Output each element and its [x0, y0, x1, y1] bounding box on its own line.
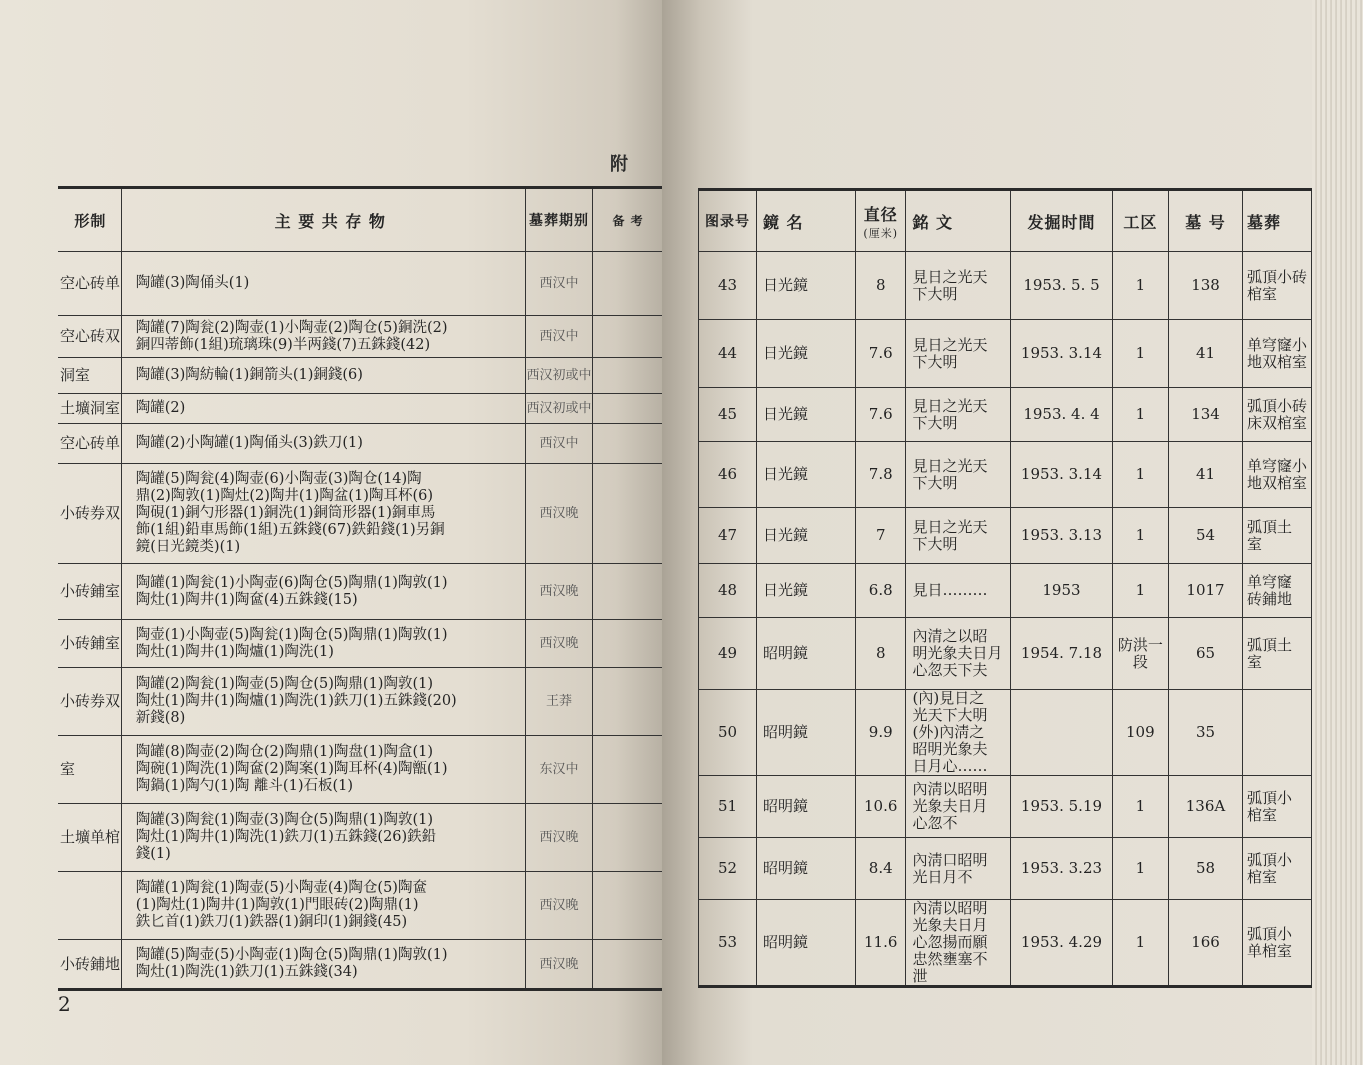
tomb-period: 西汉晚 — [525, 464, 592, 564]
figure-number: 52 — [699, 838, 757, 900]
inscription — [906, 690, 1011, 776]
coexisting-items — [121, 804, 525, 872]
excavation-date: 1953. 3.13 — [1011, 508, 1112, 564]
inscription-line: 見日之光天 — [912, 335, 988, 354]
tomb-type — [1243, 690, 1312, 776]
note — [593, 940, 662, 990]
items-line: 陶灶(1)陶井(1)陶洗(1)鉄刀(1)五銖錢(26)鉄鉛 — [135, 829, 437, 845]
tomb-number: 1017 — [1168, 564, 1242, 618]
table-header-row — [58, 188, 662, 252]
note — [593, 358, 662, 394]
type-line: 棺室 — [1247, 805, 1278, 824]
mirror-name: 昭明鏡 — [756, 838, 855, 900]
table-row — [58, 564, 662, 620]
note — [593, 668, 662, 736]
header-tomb: 墓 号 — [1168, 190, 1242, 252]
coexisting-items — [121, 394, 525, 424]
inscription — [906, 442, 1011, 508]
type-line: 棺室 — [1247, 867, 1278, 886]
page-edge — [1312, 0, 1363, 1065]
tomb-type — [1243, 442, 1312, 508]
items-line: 鼎(2)陶敦(1)陶灶(2)陶井(1)陶盆(1)陶耳杯(6) — [135, 488, 433, 504]
inscription — [906, 838, 1011, 900]
left-page — [0, 0, 662, 1065]
inscription-line: 昭明光象夫 — [912, 740, 988, 758]
type-line: 单穹窿 — [1247, 572, 1293, 591]
items-line: 陶灶(1)陶井(1)陶奩(4)五銖錢(15) — [135, 591, 358, 608]
tomb-type — [1243, 564, 1312, 618]
mirror-name: 昭明鏡 — [756, 690, 855, 776]
table-row — [58, 804, 662, 872]
table-row — [58, 872, 662, 940]
note — [593, 424, 662, 464]
diameter: 7.6 — [855, 388, 906, 442]
tomb-period: 西汉中 — [525, 252, 592, 316]
excavation-date: 1953. 5. 5 — [1011, 252, 1112, 320]
type-line: 地双棺室 — [1247, 352, 1308, 371]
inscription — [906, 900, 1011, 987]
tomb-type — [1243, 900, 1312, 987]
tomb-form: 洞室 — [58, 358, 121, 394]
diameter: 7.8 — [855, 442, 906, 508]
items-line: 陶灶(1)陶井(1)陶爐(1)陶洗(1) — [135, 643, 334, 660]
inscription-line: 內淸以昭明 — [912, 899, 988, 917]
tomb-period: 西汉晚 — [525, 872, 592, 940]
inscription-line: 泄 — [912, 967, 928, 985]
tomb-type — [1243, 320, 1312, 388]
table-row — [58, 940, 662, 990]
inscription-line: 光象夫日月 — [912, 916, 988, 934]
excavation-date: 1953 — [1011, 564, 1112, 618]
work-area: 1 — [1112, 442, 1168, 508]
inscription-line: 見日之光天 — [912, 517, 988, 536]
items-line: 新錢(8) — [135, 710, 186, 726]
table-row — [699, 618, 1312, 690]
items-line: 鉄匕首(1)鉄刀(1)鉄器(1)銅印(1)銅錢(45) — [135, 914, 408, 930]
figure-number: 48 — [699, 564, 757, 618]
items-line: 陶灶(1)陶井(1)陶爐(1)陶洗(1)鉄刀(1)五銖錢(20) — [135, 693, 457, 709]
header-items: 主 要 共 存 物 — [121, 188, 525, 252]
diameter: 8.4 — [855, 838, 906, 900]
tomb-form: 小砖券双 — [58, 668, 121, 736]
tomb-form: 小砖券双 — [58, 464, 121, 564]
header-date: 发掘时間 — [1011, 190, 1112, 252]
inscription-line: 光象夫日月 — [912, 797, 988, 815]
tomb-form: 土壙单棺 — [58, 804, 121, 872]
note — [593, 252, 662, 316]
note — [593, 394, 662, 424]
type-line: 单穹窿小 — [1247, 335, 1308, 354]
table-row — [699, 900, 1312, 987]
header-note: 备 考 — [593, 188, 662, 252]
inscription-line: 內清之以昭 — [912, 627, 988, 645]
type-line: 棺室 — [1247, 284, 1278, 303]
inscription-line: 見日……… — [912, 581, 988, 599]
work-area: 1 — [1112, 388, 1168, 442]
inscription-line: 下大明 — [912, 413, 958, 432]
figure-number: 50 — [699, 690, 757, 776]
type-line: 弧頂土 — [1247, 517, 1293, 536]
inscription-line: (外)內淸之 — [912, 723, 985, 741]
inscription-line: 下大明 — [912, 473, 958, 492]
diameter: 7.6 — [855, 320, 906, 388]
table-row — [699, 776, 1312, 838]
tomb-type — [1243, 838, 1312, 900]
header-inscription: 銘 文 — [906, 190, 1011, 252]
type-line: 弧頂小砖 — [1247, 396, 1308, 415]
note — [593, 804, 662, 872]
tomb-type — [1243, 618, 1312, 690]
inscription — [906, 776, 1011, 838]
tomb-period: 西汉初或中 — [525, 358, 592, 394]
work-area: 109 — [1112, 690, 1168, 776]
figure-number: 53 — [699, 900, 757, 987]
work-area: 1 — [1112, 838, 1168, 900]
type-line: 弧頂小 — [1247, 850, 1293, 869]
inscription — [906, 508, 1011, 564]
tomb-number: 138 — [1168, 252, 1242, 320]
items-line: 陶罐(2)小陶罐(1)陶俑头(3)鉄刀(1) — [135, 435, 363, 451]
note — [593, 872, 662, 940]
type-line: 单棺室 — [1247, 941, 1293, 960]
inscription-line: 心忽不 — [912, 814, 958, 832]
work-area: 1 — [1112, 776, 1168, 838]
note — [593, 620, 662, 668]
mirror-catalog-table — [698, 188, 1312, 988]
work-area: 防洪一段 — [1112, 618, 1168, 690]
items-line: 錢(1) — [135, 846, 171, 862]
coexisting-items — [121, 564, 525, 620]
tomb-number: 134 — [1168, 388, 1242, 442]
type-line: 地双棺室 — [1247, 473, 1308, 492]
tomb-type — [1243, 776, 1312, 838]
tomb-number: 35 — [1168, 690, 1242, 776]
tomb-type — [1243, 508, 1312, 564]
diameter: 8 — [855, 252, 906, 320]
items-line: 陶罐(1)陶瓮(1)小陶壶(6)陶仓(5)陶鼎(1)陶敦(1) — [135, 574, 448, 591]
inscription-line: 忠然壅塞不 — [912, 950, 988, 968]
figure-number: 46 — [699, 442, 757, 508]
coexisting-items — [121, 872, 525, 940]
tomb-period: 西汉晚 — [525, 564, 592, 620]
table-row — [58, 620, 662, 668]
coexisting-items — [121, 464, 525, 564]
items-line: 陶罐(3)陶紡輪(1)銅箭头(1)銅錢(6) — [135, 367, 363, 383]
tomb-period: 西汉晚 — [525, 940, 592, 990]
tomb-period: 西汉中 — [525, 424, 592, 464]
inscription-line: 見日之光天 — [912, 396, 988, 415]
header-diameter — [855, 190, 906, 252]
items-line: 陶罐(5)陶瓮(4)陶壶(6)小陶壶(3)陶仓(14)陶 — [135, 471, 422, 487]
excavation-date: 1953. 4.29 — [1011, 900, 1112, 987]
coexisting-items — [121, 940, 525, 990]
items-line: 陶硯(1)銅勺形器(1)銅洗(1)銅筒形器(1)銅車馬 — [135, 505, 436, 521]
note — [593, 316, 662, 358]
items-line: 陶灶(1)陶洗(1)鉄刀(1)五銖錢(34) — [135, 964, 358, 980]
items-line: 陶罐(3)陶俑头(1) — [135, 275, 250, 291]
tomb-form: 小砖鋪地 — [58, 940, 121, 990]
type-line: 弧頂小 — [1247, 924, 1293, 943]
tomb-form: 小砖鋪室 — [58, 620, 121, 668]
inscription-line: 心忽揚而願 — [912, 933, 988, 951]
tomb-form — [58, 872, 121, 940]
type-line: 弧頂小砖 — [1247, 267, 1308, 286]
table-row — [58, 736, 662, 804]
header-name: 鏡 名 — [756, 190, 855, 252]
excavation-date: 1953. 3.23 — [1011, 838, 1112, 900]
note — [593, 736, 662, 804]
table-row — [699, 564, 1312, 618]
table-row — [699, 690, 1312, 776]
tomb-form: 土壙洞室 — [58, 394, 121, 424]
items-line: 陶壶(1)小陶壶(5)陶瓮(1)陶仓(5)陶鼎(1)陶敦(1) — [135, 626, 448, 643]
table-row — [699, 388, 1312, 442]
tomb-period: 东汉中 — [525, 736, 592, 804]
tomb-number: 65 — [1168, 618, 1242, 690]
type-line: 砖鋪地 — [1247, 589, 1293, 608]
inscription — [906, 388, 1011, 442]
mirror-name: 日光鏡 — [756, 388, 855, 442]
diameter: 9.9 — [855, 690, 906, 776]
tomb-period: 西汉中 — [525, 316, 592, 358]
work-area: 1 — [1112, 508, 1168, 564]
items-line: 陶鍋(1)陶勺(1)陶 離斗(1)石板(1) — [135, 778, 354, 794]
inscription — [906, 564, 1011, 618]
inscription-line: 內淸口昭明 — [912, 850, 988, 869]
inscription-line: 下大明 — [912, 284, 958, 303]
inscription-line: 下大明 — [912, 352, 958, 371]
items-line: (1)陶灶(1)陶井(1)陶敦(1)門眼砖(2)陶鼎(1) — [135, 897, 419, 913]
header-area: 工区 — [1112, 190, 1168, 252]
table-row — [699, 320, 1312, 388]
table-row — [699, 838, 1312, 900]
tomb-type — [1243, 388, 1312, 442]
inscription-line: 下大明 — [912, 534, 958, 553]
coexisting-items — [121, 316, 525, 358]
figure-number: 49 — [699, 618, 757, 690]
type-line: 单穹窿小 — [1247, 456, 1308, 475]
work-area: 1 — [1112, 320, 1168, 388]
figure-number: 44 — [699, 320, 757, 388]
diameter: 6.8 — [855, 564, 906, 618]
header-form: 形制 — [58, 188, 121, 252]
vertical-heading: 附 — [610, 154, 628, 175]
mirror-name: 日光鏡 — [756, 442, 855, 508]
items-line: 陶碗(1)陶洗(1)陶奩(2)陶案(1)陶耳杯(4)陶甑(1) — [135, 761, 448, 777]
header-fig: 图录号 — [699, 190, 757, 252]
tomb-period: 西汉初或中 — [525, 394, 592, 424]
tomb-form: 室 — [58, 736, 121, 804]
tomb-number: 136A — [1168, 776, 1242, 838]
figure-number: 47 — [699, 508, 757, 564]
tomb-form: 小砖鋪室 — [58, 564, 121, 620]
table-row — [699, 442, 1312, 508]
inscription-line: 光天下大明 — [912, 706, 988, 724]
items-line: 陶罐(2) — [135, 400, 186, 416]
figure-number: 51 — [699, 776, 757, 838]
table-row — [58, 424, 662, 464]
tomb-period: 王莽 — [525, 668, 592, 736]
excavation-date: 1954. 7.18 — [1011, 618, 1112, 690]
table-row — [699, 508, 1312, 564]
mirror-name: 日光鏡 — [756, 508, 855, 564]
header-type: 墓葬 — [1243, 190, 1312, 252]
type-line: 室 — [1247, 534, 1263, 553]
type-line: 弧頂小 — [1247, 788, 1293, 807]
figure-number: 43 — [699, 252, 757, 320]
items-line: 鏡(日光鏡类)(1) — [135, 539, 241, 555]
inscription — [906, 252, 1011, 320]
inscription-line: 見日之光天 — [912, 456, 988, 475]
tomb-form: 空心砖单 — [58, 252, 121, 316]
table-row — [58, 316, 662, 358]
type-line: 床双棺室 — [1247, 413, 1308, 432]
table-row — [58, 358, 662, 394]
mirror-name: 昭明鏡 — [756, 900, 855, 987]
diameter: 8 — [855, 618, 906, 690]
items-line: 陶罐(1)陶瓮(1)陶壶(5)小陶壶(4)陶仓(5)陶奩 — [135, 880, 427, 896]
excavation-date: 1953. 3.14 — [1011, 320, 1112, 388]
type-line: 弧頂土 — [1247, 635, 1293, 654]
coexisting-items — [121, 668, 525, 736]
tomb-number: 58 — [1168, 838, 1242, 900]
mirror-name: 日光鏡 — [756, 564, 855, 618]
header-diameter-label: 直径 — [863, 204, 898, 224]
tomb-period: 西汉晚 — [525, 620, 592, 668]
note — [593, 464, 662, 564]
tomb-form: 空心砖单 — [58, 424, 121, 464]
diameter: 11.6 — [855, 900, 906, 987]
note — [593, 564, 662, 620]
table-row — [58, 252, 662, 316]
mirror-name: 昭明鏡 — [756, 618, 855, 690]
diameter: 10.6 — [855, 776, 906, 838]
items-line: 飾(1組)鉛車馬飾(1組)五銖錢(67)鉄鉛錢(1)另銅 — [135, 522, 445, 538]
work-area: 1 — [1112, 564, 1168, 618]
table-row — [58, 464, 662, 564]
tomb-form: 空心砖双 — [58, 316, 121, 358]
work-area: 1 — [1112, 900, 1168, 987]
inscription-line: 明光象夫日月 — [912, 644, 1003, 662]
tomb-artifacts-table — [58, 186, 662, 991]
tomb-period: 西汉晚 — [525, 804, 592, 872]
coexisting-items — [121, 736, 525, 804]
excavation-date: 1953. 3.14 — [1011, 442, 1112, 508]
coexisting-items — [121, 424, 525, 464]
tomb-artifacts-body — [58, 252, 662, 990]
items-line: 陶罐(3)陶瓮(1)陶壶(3)陶仓(5)陶鼎(1)陶敦(1) — [135, 812, 433, 828]
coexisting-items — [121, 252, 525, 316]
type-line: 室 — [1247, 652, 1263, 671]
items-line: 陶罐(8)陶壶(2)陶仓(2)陶鼎(1)陶盘(1)陶盒(1) — [135, 744, 433, 760]
items-line: 陶罐(5)陶壶(5)小陶壶(1)陶仓(5)陶鼎(1)陶敦(1) — [135, 947, 448, 963]
inscription-line: 見日之光天 — [912, 267, 988, 286]
table-row — [58, 668, 662, 736]
inscription-line: 內淸以昭明 — [912, 780, 988, 798]
header-period: 墓葬期别 — [525, 188, 592, 252]
inscription-line: 日月心…… — [912, 757, 988, 775]
page-number: 2 — [58, 992, 71, 1016]
mirror-name: 日光鏡 — [756, 252, 855, 320]
tomb-number: 41 — [1168, 320, 1242, 388]
table-row — [58, 394, 662, 424]
mirror-name: 昭明鏡 — [756, 776, 855, 838]
inscription — [906, 618, 1011, 690]
inscription-line: (內)見日之 — [912, 689, 985, 707]
items-line: 銅四蒂飾(1組)琉璃珠(9)半两錢(7)五銖錢(42) — [135, 336, 431, 353]
coexisting-items — [121, 358, 525, 394]
diameter: 7 — [855, 508, 906, 564]
mirror-catalog-body — [699, 252, 1312, 987]
excavation-date — [1011, 690, 1112, 776]
inscription-line: 光日月不 — [912, 867, 973, 886]
inscription-line: 心忽天下夫 — [912, 661, 988, 679]
table-row — [699, 252, 1312, 320]
inscription — [906, 320, 1011, 388]
items-line: 陶罐(2)陶瓮(1)陶壶(5)陶仓(5)陶鼎(1)陶敦(1) — [135, 676, 433, 692]
header-diameter-unit: (厘米) — [863, 226, 898, 240]
tomb-number: 166 — [1168, 900, 1242, 987]
tomb-type — [1243, 252, 1312, 320]
tomb-number: 54 — [1168, 508, 1242, 564]
tomb-number: 41 — [1168, 442, 1242, 508]
items-line: 陶罐(7)陶瓮(2)陶壶(1)小陶壶(2)陶仓(5)銅洗(2) — [135, 319, 448, 336]
excavation-date: 1953. 5.19 — [1011, 776, 1112, 838]
coexisting-items — [121, 620, 525, 668]
mirror-name: 日光鏡 — [756, 320, 855, 388]
work-area: 1 — [1112, 252, 1168, 320]
figure-number: 45 — [699, 388, 757, 442]
table-header-row — [699, 190, 1312, 252]
excavation-date: 1953. 4. 4 — [1011, 388, 1112, 442]
